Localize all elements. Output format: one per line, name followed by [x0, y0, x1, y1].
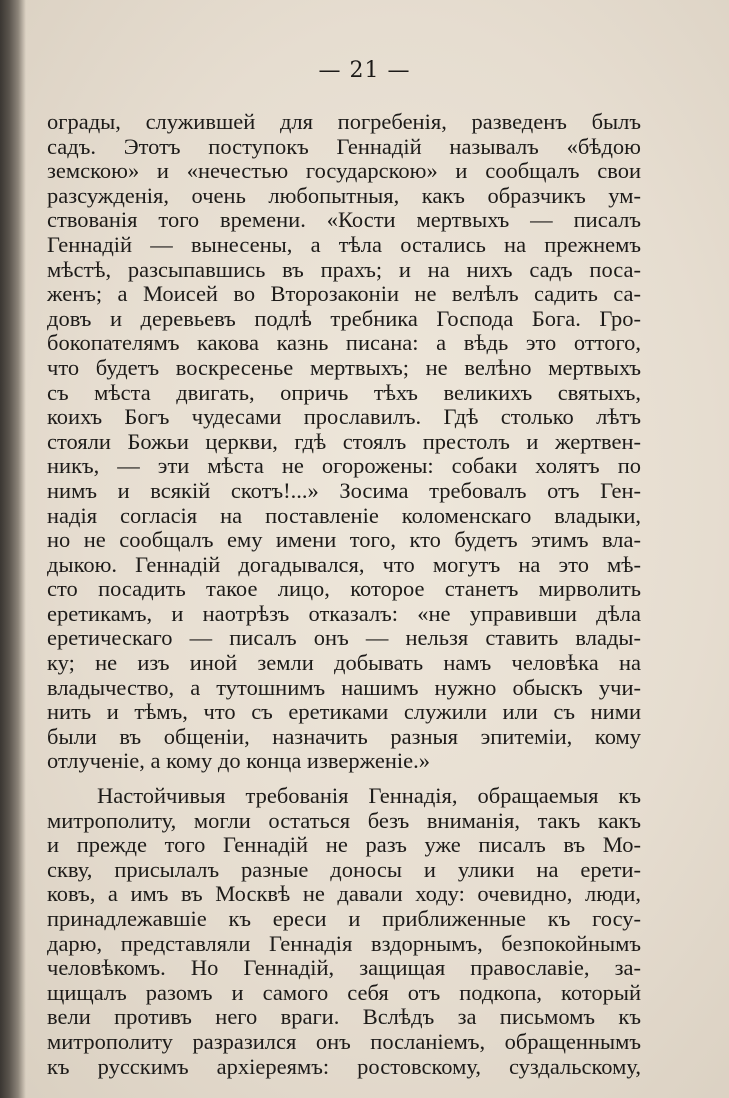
text-line: но не сообщалъ ему имени того, кто будетъ этимъ вла- — [47, 527, 641, 553]
text-line: еретическаго — писалъ онъ — нельзя ставить влады- — [47, 625, 641, 651]
text-line: бокопателямъ какова казнь писана: а вѣдь это оттого, — [47, 330, 641, 356]
text-line: къ русскимъ архіереямъ: ростовскому, суздальскому, — [47, 1053, 641, 1079]
binding-shadow — [0, 0, 26, 1098]
text-line: еретикамъ, и наотрѣзъ отказалъ: «не управивши дѣла — [47, 600, 641, 626]
text-line: митрополиту, могли остаться безъ вниманія, такъ какъ — [47, 807, 641, 833]
text-line: мѣстѣ, разсыпавшись въ прахъ; и на нихъ садъ поса- — [47, 256, 641, 282]
text-line: садъ. Этотъ поступокъ Геннадій называлъ «бѣдою — [47, 133, 641, 159]
text-line: ку; не изъ иной земли добывать намъ человѣка на — [47, 650, 641, 676]
text-line: принадлежавшіе къ ереси и приближенные къ госу- — [47, 906, 641, 931]
text-line: дыкою. Геннадій догадывался, что могутъ на это мѣ- — [47, 551, 641, 577]
text-line: ковъ, а имъ въ Москвѣ не давали ходу: очевидно, люди, — [47, 881, 641, 907]
text-line: нить и тѣмъ, что съ еретиками служили или съ ними — [47, 699, 641, 725]
paragraph-1 — [47, 110, 641, 774]
text-line: дарю, представляли Геннадія вздорнымъ, безпокойнымъ — [47, 930, 641, 956]
text-line: стояли Божьи церкви, гдѣ стоялъ престолъ и жертвен- — [47, 428, 641, 454]
text-line: щищалъ разомъ и самого себя отъ подкопа, который — [47, 979, 641, 1005]
text-line: нимъ и всякій скотъ!...» Зосима требовалъ отъ Ген- — [47, 477, 641, 503]
text-line: надія согласія на поставленіе коломенскаго владыки, — [47, 502, 641, 528]
text-block — [47, 110, 641, 1079]
text-line: коихъ Богъ чудесами прославилъ. Гдѣ столько лѣтъ — [47, 404, 641, 430]
text-line: и прежде того Геннадій не разъ уже писалъ въ Мо- — [47, 832, 641, 858]
text-line: земскою» и «нечестью государскою» и сообщалъ свои — [47, 158, 641, 184]
text-line: отлученіе, а кому до конца изверженіе.» — [47, 748, 430, 774]
text-line: ствованія того времени. «Кости мертвыхъ — писалъ — [47, 207, 641, 233]
text-line: разсужденія, очень любопытныя, какъ образчикъ ум- — [47, 182, 641, 208]
paragraph-2 — [47, 784, 641, 1079]
text-line: сто посадить такое лицо, которое станетъ мирволить — [47, 576, 641, 602]
text-line: митрополиту разразился онъ посланіемъ, обращеннымъ — [47, 1028, 641, 1054]
text-line: скву, присылалъ разные доносы и улики на ерети- — [47, 856, 641, 882]
text-line: Настойчивыя требованія Геннадія, обращаемыя къ — [97, 783, 641, 809]
text-line: ограды, служившей для погребенія, разведенъ былъ — [47, 109, 641, 134]
text-line: съ мѣста двигать, опричь тѣхъ великихъ святыхъ, — [47, 379, 641, 405]
text-line: владычество, а тутошнимъ нашимъ нужно обыскъ учи- — [47, 674, 641, 700]
text-line: вели противъ него враги. Вслѣдъ за письмомъ къ — [47, 1004, 641, 1030]
text-line: были въ общеніи, назначить разныя эпитеміи, кому — [47, 723, 641, 749]
text-line: что будетъ воскресенье мертвыхъ; не велѣно мертвыхъ — [47, 354, 641, 380]
text-line: довъ и деревьевъ подлѣ требника Господа Бога. Гро- — [47, 305, 641, 331]
page-number: — 21 — — [318, 58, 411, 83]
text-line: женъ; а Моисей во Второзаконіи не велѣлъ садить са- — [47, 281, 641, 307]
text-line: Геннадій — вынесены, а тѣла остались на прежнемъ — [47, 231, 641, 257]
text-line: никъ, — эти мѣста не огорожены: собаки холятъ по — [47, 453, 641, 479]
text-line: человѣкомъ. Но Геннадій, защищая православіе, за- — [47, 955, 641, 981]
